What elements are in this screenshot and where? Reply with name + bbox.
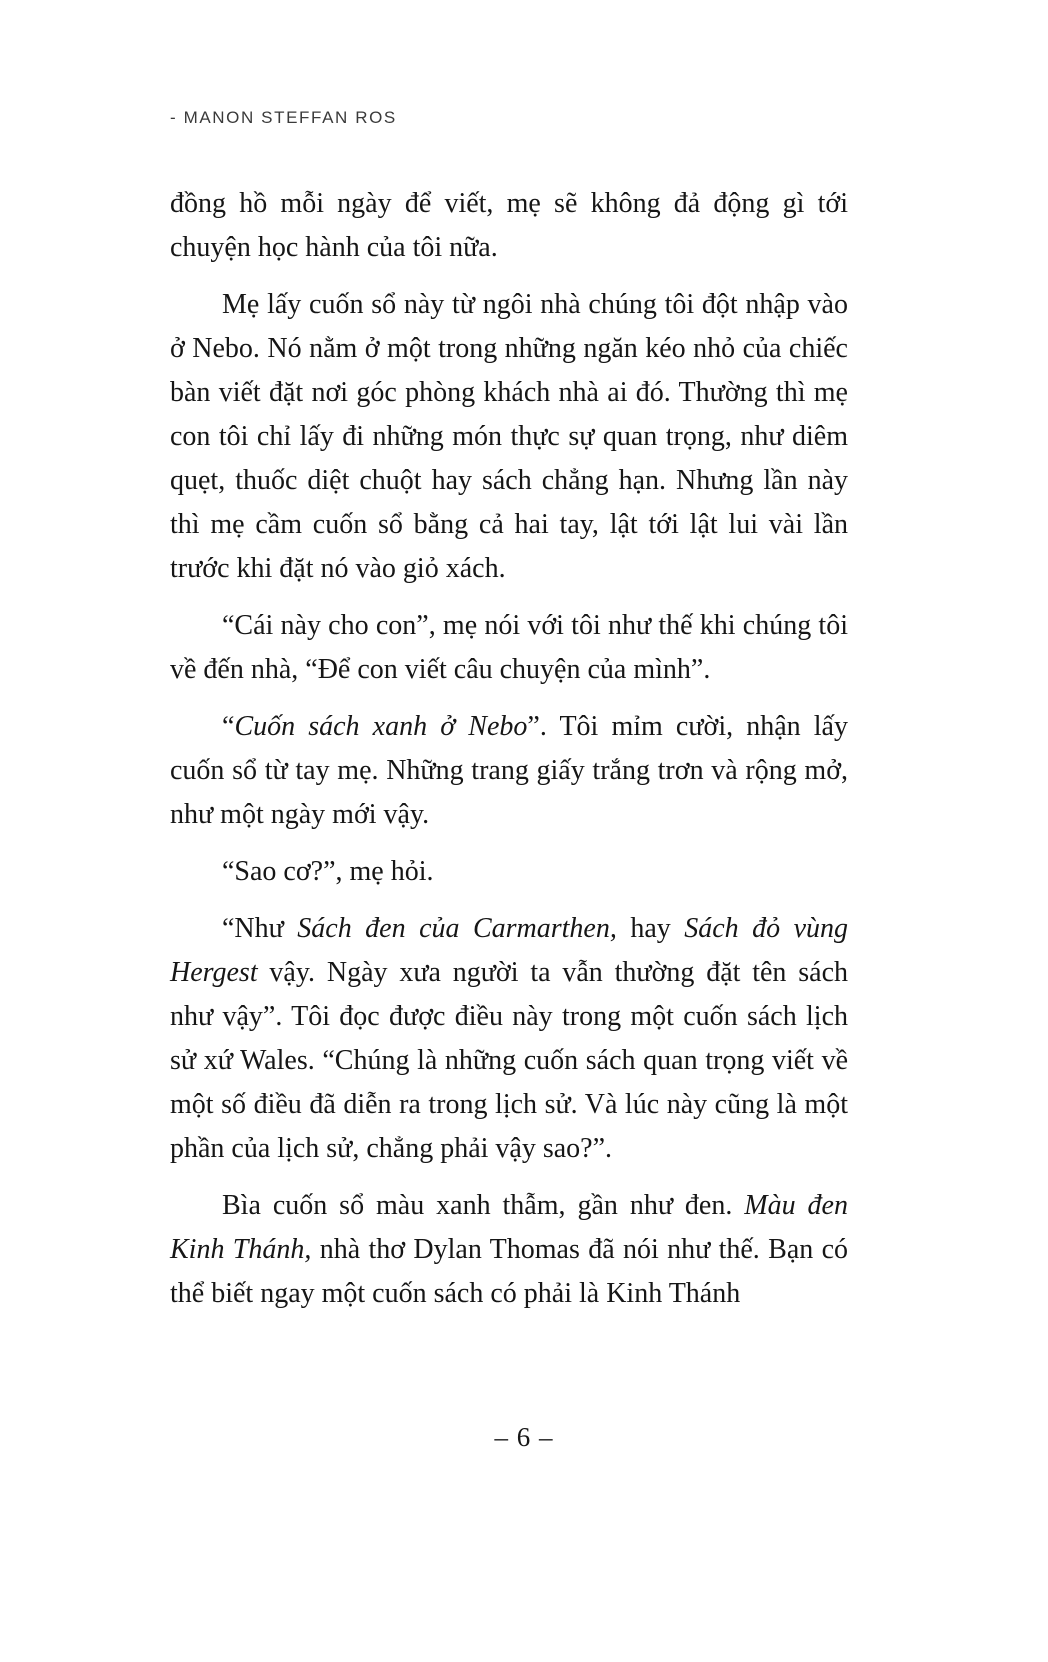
paragraph bbox=[170, 1184, 848, 1316]
text-run: ”. Tôi mỉm cười, nhận lấy cuốn sổ từ tay mẹ. Những trang giấy trắng trơn và rộng mở, như một ngày mới vậy. bbox=[170, 711, 848, 830]
body-text bbox=[170, 182, 848, 1329]
italic-text-run: Cuốn sách xanh ở Nebo bbox=[234, 711, 528, 742]
text-run: “Như bbox=[222, 913, 298, 944]
italic-text-run: Màu đen Kinh Thánh, bbox=[170, 1190, 848, 1265]
italic-text-run: Sách đen của Carmarthen, bbox=[297, 913, 617, 944]
italic-text-run: Sách đỏ vùng Hergest bbox=[170, 913, 848, 988]
running-header-author: - MANON STEFFAN ROS bbox=[170, 108, 397, 127]
text-run: Mẹ lấy cuốn sổ này từ ngôi nhà chúng tôi đột nhập vào ở Nebo. Nó nằm ở một trong những ngăn kéo nhỏ của chiếc bàn viết đặt nơi góc phòng khách nhà ai đó. Thường thì mẹ con tôi chỉ lấy đi những món thực sự quan trọng, như diêm quẹt, thuốc diệt chuột hay sách chẳng hạn. Nhưng lần này thì mẹ cầm cuốn sổ bằng cả hai tay, lật tới lật lui vài lần trước khi đặt nó vào giỏ xách. bbox=[170, 289, 848, 584]
paragraph bbox=[170, 705, 848, 837]
text-run: Bìa cuốn sổ màu xanh thẫm, gần như đen. bbox=[222, 1190, 745, 1221]
paragraph bbox=[170, 604, 848, 692]
text-run: hay bbox=[616, 913, 685, 944]
paragraph bbox=[170, 283, 848, 591]
paragraph bbox=[170, 850, 848, 894]
text-run: vậy. Ngày xưa người ta vẫn thường đặt tên sách như vậy”. Tôi đọc được điều này trong một cuốn sách lịch sử xứ Wales. “Chúng là những cuốn sách quan trọng viết về một số điều đã diễn ra trong lịch sử. Và lúc này cũng là một phần của lịch sử, chẳng phải vậy sao?”. bbox=[170, 957, 848, 1164]
text-run: đồng hồ mỗi ngày để viết, mẹ sẽ không đả động gì tới chuyện học hành của tôi nữa. bbox=[170, 188, 848, 263]
paragraph bbox=[170, 182, 848, 270]
text-run: “Sao cơ?”, mẹ hỏi. bbox=[222, 856, 434, 887]
page-number: – 6 – bbox=[494, 1422, 554, 1452]
text-run: “Cái này cho con”, mẹ nói với tôi như thế khi chúng tôi về đến nhà, “Để con viết câu chuyện của mình”. bbox=[170, 610, 848, 685]
paragraph bbox=[170, 907, 848, 1171]
text-run: nhà thơ Dylan Thomas đã nói như thế. Bạn có thể biết ngay một cuốn sách có phải là Kinh Thánh bbox=[170, 1234, 849, 1309]
text-run: “ bbox=[222, 711, 235, 742]
